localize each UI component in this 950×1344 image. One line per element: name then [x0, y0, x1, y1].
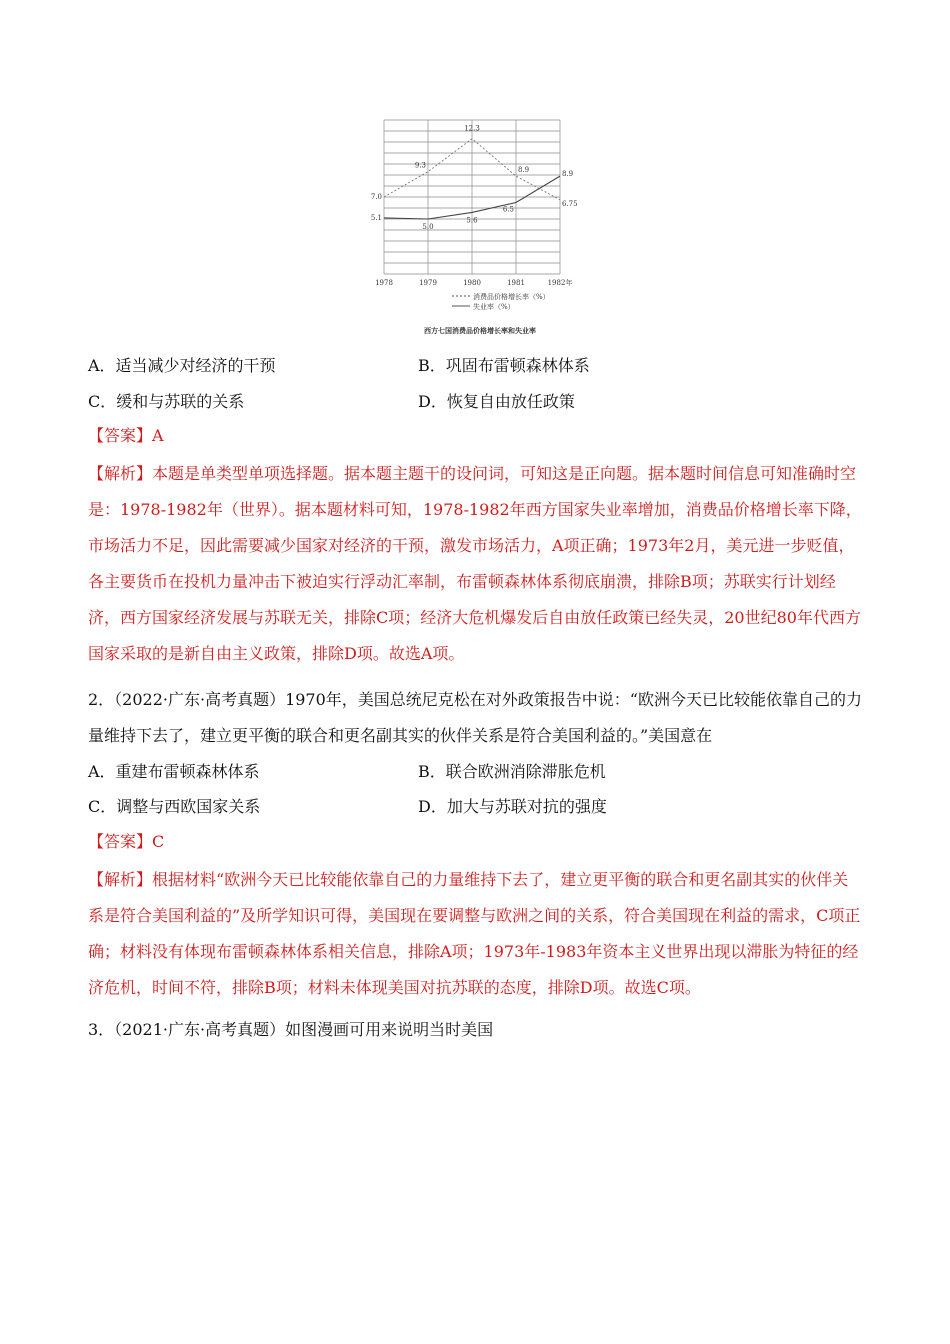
q1-options-row-1 — [88, 354, 868, 378]
data-label: 6.5 — [502, 205, 514, 214]
q1-options-row-2 — [88, 390, 868, 414]
q3-stem: 3．（2021·广东·高考真题）如图漫画可用来说明当时美国 — [88, 1020, 494, 1039]
line-chart — [360, 110, 600, 340]
data-label: 8.9 — [562, 170, 574, 179]
data-label: 8.9 — [518, 166, 530, 175]
data-label: 6.75 — [562, 199, 578, 208]
x-tick-label: 1978 — [375, 279, 393, 287]
x-tick-label: 1982年 — [547, 279, 573, 287]
legend-label: 消费品价格增长率（%） — [473, 293, 550, 301]
x-tick-label: 1979 — [419, 279, 437, 287]
data-label: 5.6 — [466, 216, 478, 225]
q2-option-a[interactable]: A．重建布雷顿森林体系 — [88, 762, 260, 781]
q1-analysis-text: 本题是单类型单项选择题。据本题主题干的设问词，可知这是正向题。据本题时间信息可知准确时空是：1978-1982年（世界）。据本题材料可知，1978-1982年西方国家失业率增加，消费品价格增长率下降，市场活力不足，因此需要减少国家对经济的干预，激发市场活力，A项正确；1973年2月，美元进一步贬值，各主要货币在投机力量冲击下被迫实行浮动汇率制，布雷顿森林体系彻底崩溃，排除B项；苏联实行计划经济，西方国家经济发展与苏联无关，排除C项；经济大危机爆发后自由放任政策已经失灵，20世纪80年代西方国家采取的是新自由主义政策，排除D项。故选A项。 — [88, 464, 862, 663]
q2-options-row-1 — [88, 760, 868, 784]
data-label: 5.0 — [422, 223, 434, 231]
q2-analysis-label: 【解析】 — [88, 870, 153, 889]
q1-analysis — [88, 456, 863, 672]
x-tick-label: 1980 — [463, 279, 481, 287]
chart-figure — [360, 110, 600, 340]
q2-answer: 【答案】C — [88, 832, 165, 851]
q2-option-c[interactable]: C．调整与西欧国家关系 — [88, 797, 261, 816]
q1-option-c[interactable]: C．缓和与苏联的关系 — [88, 392, 245, 411]
q2-analysis — [88, 862, 863, 1006]
q2-analysis-text: 根据材料“欧洲今天已比较能依靠自己的力量维持下去了，建立更平衡的联合和更名副其实的伙伴关系是符合美国利益的”及所学知识可得，美国现在要调整与欧洲之间的关系，符合美国现在利益的需求，C项正确；材料没有体现布雷顿森林体系相关信息，排除A项；1973年-1983年资本主义世界出现以滞胀为特征的经济危机，时间不符，排除B项；材料未体现美国对抗苏联的态度，排除D项。故选C项。 — [88, 870, 861, 997]
data-label: 9.3 — [414, 161, 426, 170]
q2-option-b[interactable]: B．联合欧洲消除滞胀危机 — [418, 762, 606, 781]
data-label: 5.1 — [370, 213, 382, 222]
q2-stem: 2．（2022·广东·高考真题）1970年，美国总统尼克松在对外政策报告中说：“欧洲今天已比较能依靠自己的力量维持下去了，建立更平衡的联合和更名副其实的伙伴关系是符合美国利益的。”美国意在 — [88, 690, 862, 745]
q1-answer: 【答案】A — [88, 426, 164, 445]
q2-option-d[interactable]: D．加大与苏联对抗的强度 — [418, 797, 607, 816]
q1-option-a[interactable]: A．适当减少对经济的干预 — [88, 356, 276, 375]
q1-analysis-label: 【解析】 — [88, 464, 153, 483]
q2-options-row-2 — [88, 795, 868, 819]
data-label: 12.3 — [464, 124, 480, 133]
legend-label: 失业率（%） — [473, 303, 515, 311]
chart-title: 西方七国消费品价格增长率和失业率 — [424, 326, 536, 335]
q1-option-d[interactable]: D．恢复自由放任政策 — [418, 392, 575, 411]
data-label: 7.0 — [370, 193, 382, 201]
q1-option-b[interactable]: B．巩固布雷顿森林体系 — [418, 356, 590, 375]
x-tick-label: 1981 — [507, 279, 525, 287]
